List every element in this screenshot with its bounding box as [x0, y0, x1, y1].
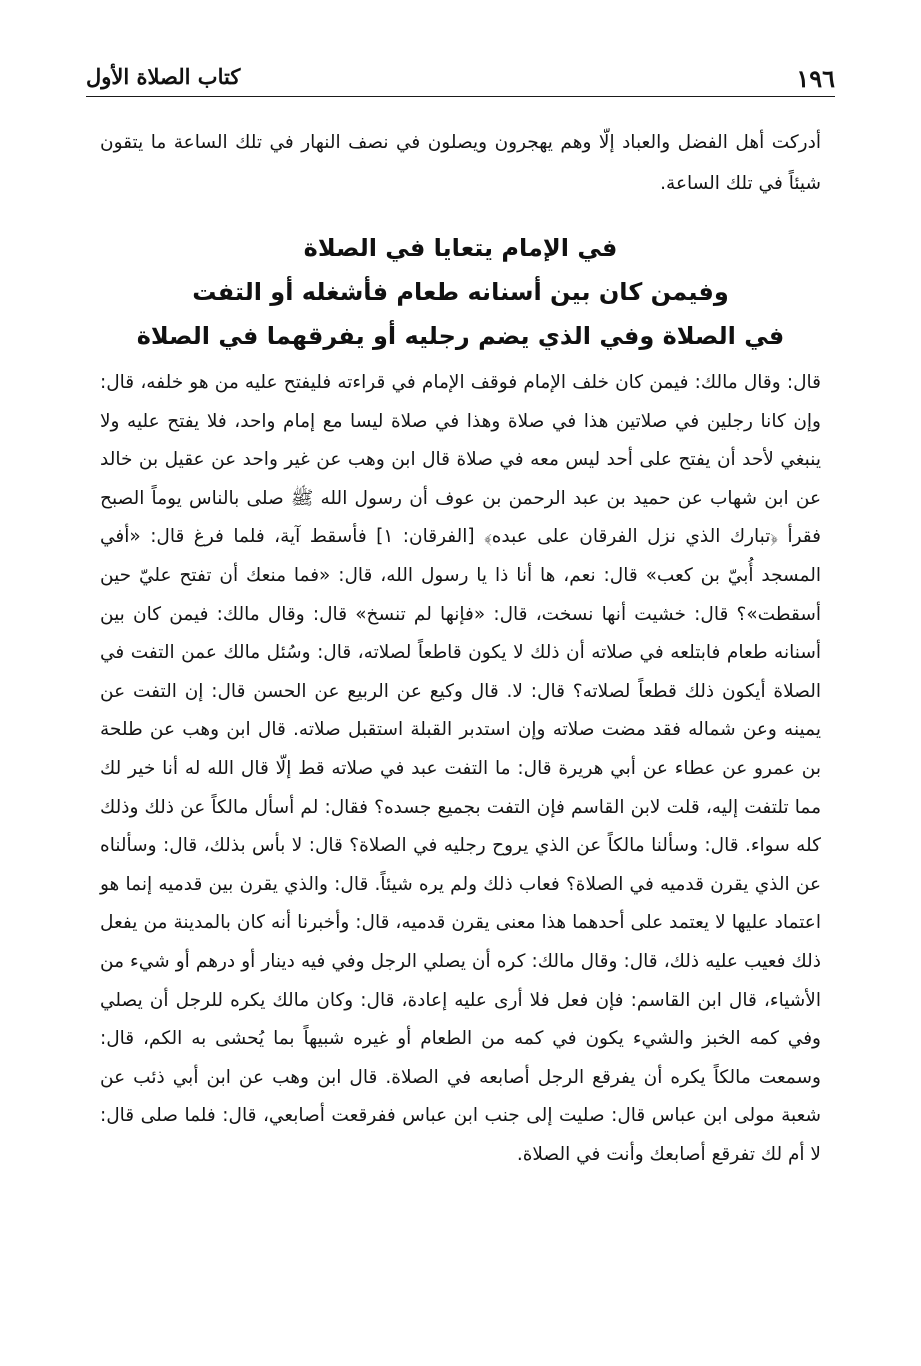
- main-paragraph: [100, 364, 821, 1174]
- running-title: كتاب الصلاة الأول: [86, 64, 241, 89]
- heading-line-1: في الإمام يتعايا في الصلاة: [303, 234, 618, 262]
- section-heading: [110, 226, 811, 358]
- page-header: [86, 62, 835, 97]
- main-text: قال: وقال مالك: فيمن كان خلف الإمام فوقف الإمام في قراءته فليفتح عليه من هو خلفه، قال: وإن كانا رجلين في صلاتين هذا في صلاة وهذا في صلاة ليسا مع إمام واحد، فلا يفتح عليه ولا ينبغي لأحد أن يفتح على أحد ليس معه في صلاة قال ابن وهب عن غير واحد عن عقيل بن خالد عن ابن شهاب عن حميد بن عبد الرحمن بن عوف أن رسول الله ﷺ صلى بالناس يوماً الصبح فقرأ ﴿تبارك الذي نزل الفرقان على عبده﴾ [الفرقان: ١] فأسقط آية، فلما فرغ قال: «أفي المسجد أُبيّ بن كعب» قال: نعم، ها أنا ذا يا رسول الله، قال: «فما منعك أن تفتح عليّ حين أسقطت»؟ قال: خشيت أنها نسخت، قال: «فإنها لم تنسخ» قال: وقال مالك: فيمن كان بين أسنانه طعام فابتلعه في صلاته أن ذلك لا يكون قاطعاً لصلاته، قال: وسُئل مالك عمن التفت في الصلاة أيكون ذلك قطعاً لصلاته؟ قال: لا. قال وكيع عن الربيع عن الحسن قال: إن التفت عن يمينه وعن شماله فقد مضت صلاته وإن استدبر القبلة استقبل صلاته. قال ابن وهب عن طلحة بن عمرو عن عطاء عن أبي هريرة قال: ما التفت عبد في صلاته قط إلّا قال الله له أنا خير لك مما تلتفت إليه، قلت لابن القاسم فإن التفت بجميع جسده؟ فقال: لم أسأل مالكاً عن ذلك وذلك كله سواء. قال: وسألنا مالكاً عن الذي يروح رجليه في الصلاة؟ قال: لا بأس بذلك، قال: وسألناه عن الذي يقرن قدميه في الصلاة؟ فعاب ذلك ولم يره شيئاً. قال: والذي يقرن بين قدميه إنما هو اعتماد عليها لا يعتمد على أحدهما هذا معنى يقرن قدميه، قال: وأخبرنا أنه كان بالمدينة من يفعل ذلك فعيب عليه ذلك، قال: وقال مالك: كره أن يصلي الرجل وفي فيه دينار أو درهم أو شيء من الأشياء، قال ابن القاسم: فإن فعل فلا أرى عليه إعادة، قال: وكان مالك يكره للرجل أن يصلي وفي كمه الخبز والشيء يكون في كمه من الطعام أو غيره شبيهاً بما يُحشى به الكم، قال: وسمعت مالكاً يكره أن يفرقع الرجل أصابعه في الصلاة. قال ابن وهب عن ابن أبي ذئب عن شعبة مولى ابن عباس قال: صليت إلى جنب ابن عباس ففرقعت أصابعي، قال: فلما صلى قال: لا أم لك تفرقع أصابعك وأنت في الصلاة.: [100, 372, 821, 1165]
- intro-paragraph: [100, 122, 821, 204]
- heading-line-3: في الصلاة وفي الذي يضم رجليه أو يفرقهما في الصلاة: [136, 322, 785, 350]
- page-number: ١٩٦: [796, 64, 835, 93]
- intro-text: أدركت أهل الفضل والعباد إلّا وهم يهجرون ويصلون في نصف النهار في تلك الساعة ما يتقون شيئاً في تلك الساعة.: [100, 132, 821, 194]
- heading-line-2: وفيمن كان بين أسنانه طعام فأشغله أو التفت: [192, 278, 729, 306]
